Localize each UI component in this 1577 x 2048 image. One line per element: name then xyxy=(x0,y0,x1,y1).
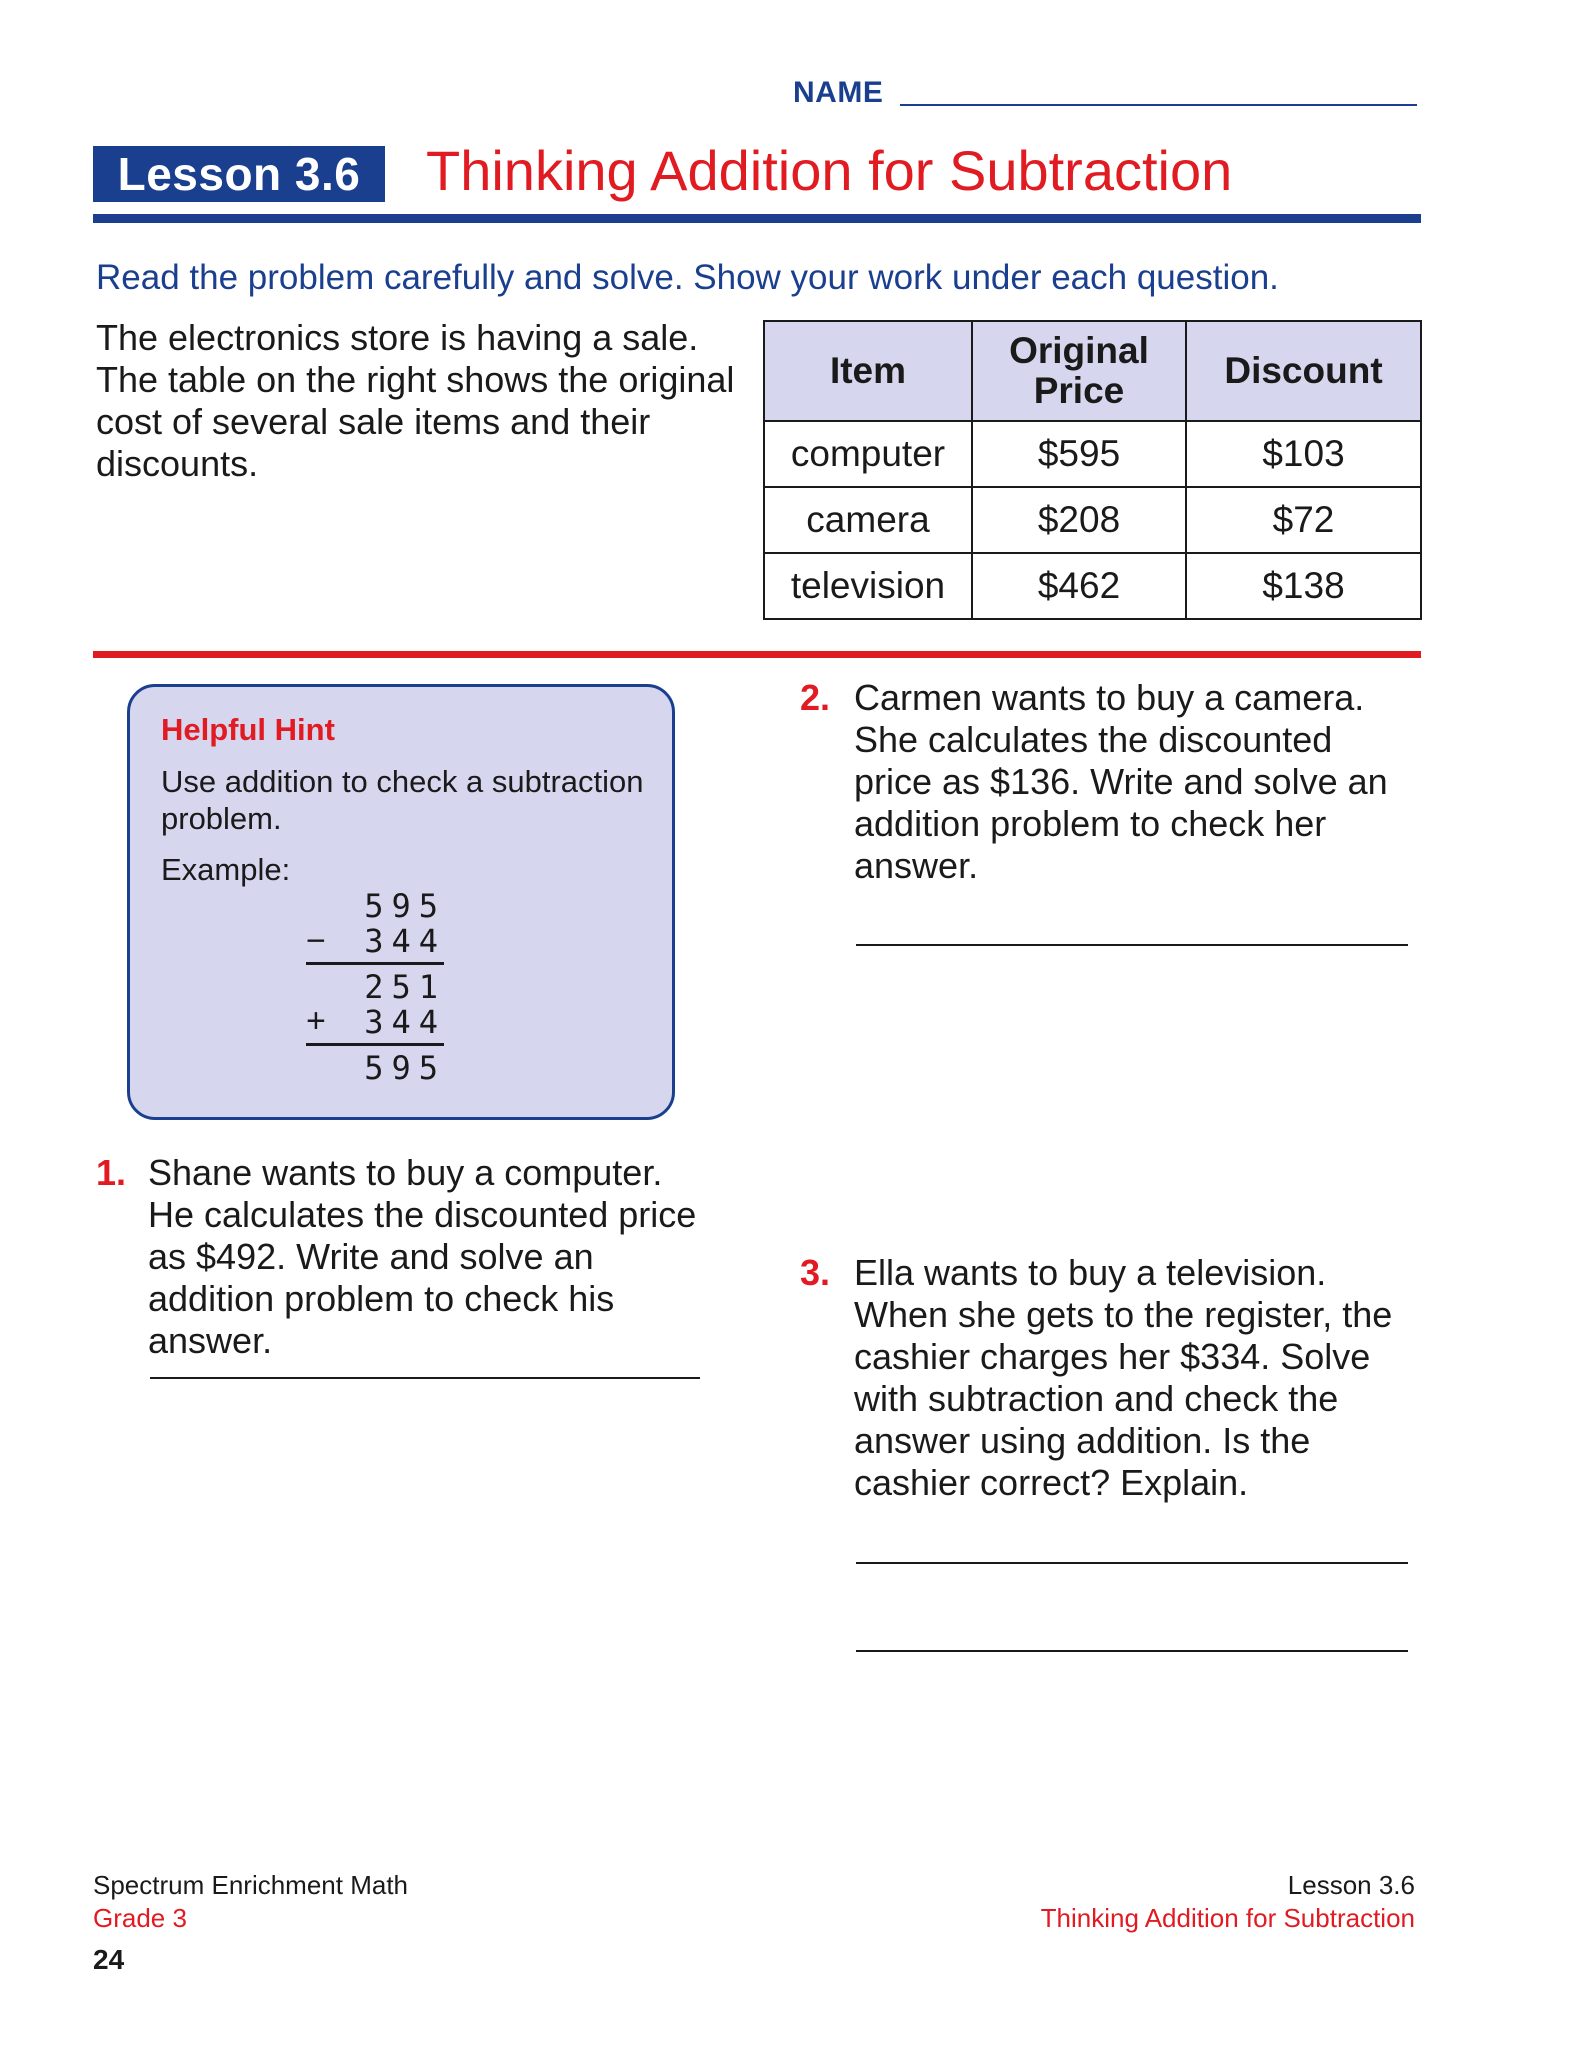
question-1-text: Shane wants to buy a computer. He calculates the discounted price as $492. Write and solve an addition problem to check his answer. xyxy=(148,1152,697,1361)
section-divider xyxy=(93,651,1421,658)
calc-subtrahend: 344 xyxy=(364,922,446,960)
table-cell-item: camera xyxy=(764,487,972,553)
lesson-title: Thinking Addition for Subtraction xyxy=(426,139,1233,202)
page-number: 24 xyxy=(93,1944,125,1975)
column-header-discount: Discount xyxy=(1186,321,1421,421)
table-cell-item: computer xyxy=(764,421,972,487)
lesson-badge: Lesson 3.6 xyxy=(93,146,385,202)
footer-grade: Grade 3 xyxy=(93,1903,187,1933)
column-header-original-price-text: Original Price xyxy=(1009,330,1149,411)
question-3-answer-line[interactable] xyxy=(856,1650,1408,1652)
name-label: NAME xyxy=(793,76,884,109)
table-cell-discount: $72 xyxy=(1186,487,1421,553)
calc-rule xyxy=(306,962,444,965)
table-cell-item: television xyxy=(764,553,972,619)
table-row xyxy=(764,421,1421,487)
plus-sign: + xyxy=(306,1002,326,1040)
table-row xyxy=(764,487,1421,553)
question-3-number: 3. xyxy=(800,1252,831,1293)
table-header-row xyxy=(764,321,1421,421)
question-3-text: Ella wants to buy a television. When she gets to the register, the cashier charges her $334. Solve with subtraction and check the answer using addition. Is the cashier correct? Explain. xyxy=(854,1252,1393,1503)
minus-sign: − xyxy=(306,922,326,960)
price-table xyxy=(763,320,1422,620)
calc-addend: 344 xyxy=(364,1003,446,1041)
table-cell-price: $462 xyxy=(972,553,1186,619)
hint-title: Helpful Hint xyxy=(161,712,335,747)
calc-minuend: 595 xyxy=(364,887,446,925)
hint-example-label: Example: xyxy=(161,852,291,887)
title-divider xyxy=(93,214,1421,223)
table-cell-discount: $103 xyxy=(1186,421,1421,487)
table-cell-price: $208 xyxy=(972,487,1186,553)
intro-paragraph: The electronics store is having a sale. The table on the right shows the original cost of several sale items and their discounts. xyxy=(96,317,735,484)
footer-lesson: Lesson 3.6 xyxy=(1287,1870,1415,1900)
question-2-number: 2. xyxy=(800,677,831,718)
calc-rule xyxy=(306,1043,444,1046)
hint-text: Use addition to check a subtraction problem. xyxy=(161,764,644,836)
instructions: Read the problem carefully and solve. Show your work under each question. xyxy=(96,258,1279,297)
footer-book-title: Spectrum Enrichment Math xyxy=(93,1870,409,1900)
question-2-text: Carmen wants to buy a camera. She calculates the discounted price as $136. Write and solve an addition problem to check her answer. xyxy=(854,677,1388,886)
question-1-number: 1. xyxy=(96,1152,127,1193)
name-line[interactable] xyxy=(900,104,1417,106)
footer-lesson-title: Thinking Addition for Subtraction xyxy=(1040,1903,1415,1933)
calc-sum: 595 xyxy=(364,1049,446,1087)
question-2-answer-line[interactable] xyxy=(856,944,1408,946)
column-header-item: Item xyxy=(764,321,972,421)
table-cell-discount: $138 xyxy=(1186,553,1421,619)
question-3-answer-line[interactable] xyxy=(856,1562,1408,1564)
column-header-original-price xyxy=(972,321,1186,421)
calc-difference: 251 xyxy=(364,968,446,1006)
question-1-answer-line[interactable] xyxy=(150,1377,700,1379)
table-row xyxy=(764,553,1421,619)
table-cell-price: $595 xyxy=(972,421,1186,487)
